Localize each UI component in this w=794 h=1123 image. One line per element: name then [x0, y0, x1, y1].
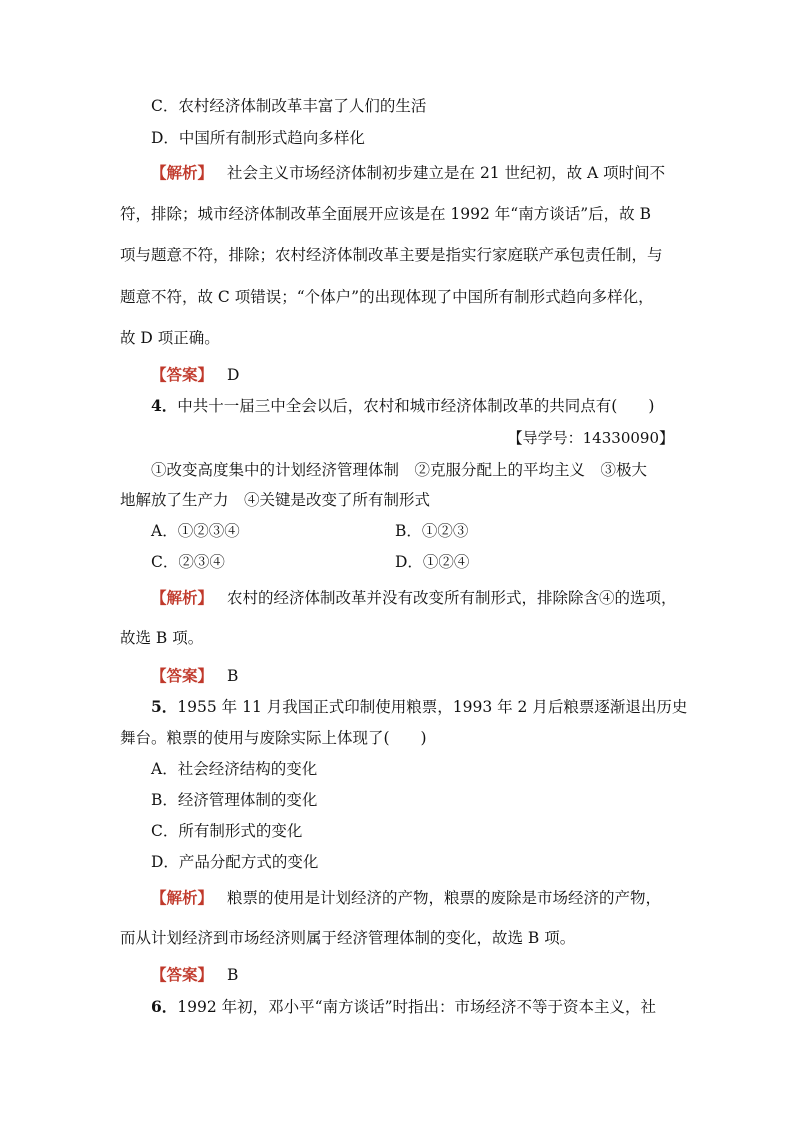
q4-guide-number: 【导学号：14330090】 [507, 429, 674, 447]
q4-analysis-line-2: 故选 B 项。 [120, 629, 204, 647]
q5-analysis-line-1: 【解析】 粮票的使用是计划经济的产物，粮票的废除是市场经济的产物， [151, 888, 662, 907]
q6-stem-line-1: 6．1992 年初，邓小平“南方谈话”时指出：市场经济不等于资本主义，社 [151, 997, 657, 1016]
q4-option-a: A．①②③④ [151, 522, 240, 540]
answer-tag: 【答案】 [151, 965, 214, 984]
analysis-tag: 【解析】 [151, 888, 214, 907]
q5-option-c: C．所有制形式的变化 [151, 822, 303, 840]
q4-option-b: B．①②③ [395, 522, 469, 540]
q4-analysis-line-1: 【解析】 农村的经济体制改革并没有改变所有制形式，排除除含④的选项， [151, 588, 677, 607]
q4-option-d: D．①②④ [395, 553, 470, 571]
q4-answer [151, 666, 238, 686]
answer-value: B [227, 966, 239, 984]
q5-answer [151, 965, 238, 985]
answer-value: D [227, 366, 240, 384]
q3-analysis-line-5: 故 D 项正确。 [120, 329, 220, 347]
q5-option-b: B．经济管理体制的变化 [151, 791, 318, 809]
analysis-tag: 【解析】 [151, 163, 214, 182]
q4-option-c: C．②③④ [151, 553, 225, 571]
question-number: 5． [151, 697, 178, 716]
q5-option-d: D．产品分配方式的变化 [151, 853, 319, 871]
q3-analysis-line-3: 项与题意不符，排除；农村经济体制改革主要是指实行家庭联产承包责任制，与 [120, 246, 663, 264]
question-number: 4． [151, 396, 178, 415]
q5-stem-line-1: 5．1955 年 11 月我国正式印制使用粮票，1993 年 2 月后粮票逐渐退出历史 [151, 697, 688, 716]
q4-statements-line-1: ①改变高度集中的计划经济管理体制 ②克服分配上的平均主义 ③极大 [151, 461, 648, 479]
q5-analysis-line-2: 而从计划经济到市场经济则属于经济管理体制的变化，故选 B 项。 [120, 929, 576, 947]
q4-stem: 4．中共十一届三中全会以后，农村和城市经济体制改革的共同点有( ) [151, 396, 655, 415]
q5-option-a: A．社会经济结构的变化 [151, 760, 318, 778]
q5-stem-line-2: 舞台。粮票的使用与废除实际上体现了( ) [120, 729, 427, 747]
q3-option-d: D．中国所有制形式趋向多样化 [151, 129, 365, 147]
answer-tag: 【答案】 [151, 365, 214, 384]
answer-value: B [227, 667, 239, 685]
q3-answer [151, 365, 239, 385]
q3-analysis-line-2: 符，排除；城市经济体制改革全面展开应该是在 1992 年“南方谈话”后，故 B [120, 205, 651, 223]
answer-tag: 【答案】 [151, 666, 214, 685]
q3-analysis-line-4: 题意不符，故 C 项错误；“个体户”的出现体现了中国所有制形式趋向多样化， [120, 288, 654, 306]
q3-analysis-line-1: 【解析】 社会主义市场经济体制初步建立是在 21 世纪初，故 A 项时间不 [151, 163, 666, 182]
question-number: 6． [151, 997, 178, 1016]
q4-statements-line-2: 地解放了生产力 ④关键是改变了所有制形式 [120, 491, 431, 509]
analysis-tag: 【解析】 [151, 588, 214, 607]
q3-option-c: C．农村经济体制改革丰富了人们的生活 [151, 97, 427, 115]
